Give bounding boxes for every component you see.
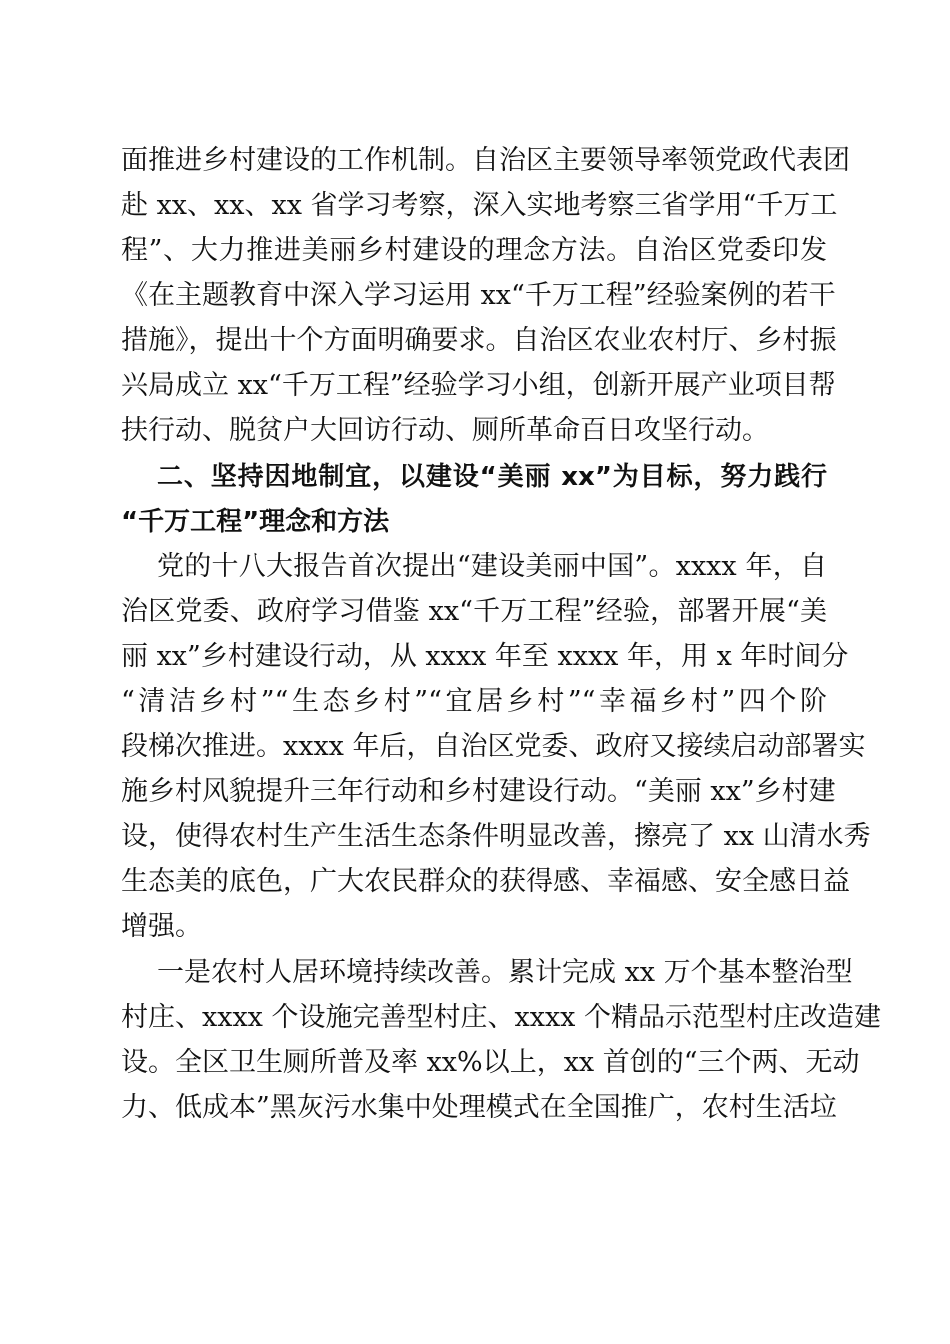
- paragraph-2-line-6: 施乡村风貌提升三年行动和乡村建设行动。“美丽 xx”乡村建: [121, 776, 836, 807]
- paragraph-1-line-7: 扶行动、脱贫户大回访行动、厕所革命百日攻坚行动。: [121, 415, 769, 446]
- paragraph-2-line-3: 丽 xx”乡村建设行动，从 xxxx 年至 xxxx 年，用 x 年时间分: [121, 641, 849, 672]
- paragraph-2-line-4: “清洁乡村”“生态乡村”“宜居乡村”“幸福乡村”四个阶: [121, 686, 827, 717]
- paragraph-1-line-2: 赴 xx、xx、xx 省学习考察，深入实地考察三省学用“千万工: [121, 190, 838, 221]
- paragraph-1-line-4: 《在主题教育中深入学习运用 xx“千万工程”经验案例的若干: [121, 280, 836, 311]
- paragraph-3-line-1: 一是农村人居环境持续改善。累计完成 xx 万个基本整治型: [157, 957, 853, 988]
- paragraph-1-line-5: 措施》，提出十个方面明确要求。自治区农业农村厅、乡村振: [121, 325, 837, 356]
- paragraph-1-line-3: 程”、大力推进美丽乡村建设的理念方法。自治区党委印发: [121, 235, 827, 266]
- paragraph-1-line-6: 兴局成立 xx“千万工程”经验学习小组，创新开展产业项目帮: [121, 370, 836, 401]
- paragraph-3-line-2: 村庄、xxxx 个设施完善型村庄、xxxx 个精品示范型村庄改造建: [121, 1002, 881, 1033]
- paragraph-1-line-1: 面推进乡村建设的工作机制。自治区主要领导率领党政代表团: [121, 145, 850, 176]
- paragraph-2-line-2: 治区党委、政府学习借鉴 xx“千万工程”经验，部署开展“美: [121, 596, 827, 627]
- section-heading-line-1: 二、坚持因地制宜，以建设“美丽 xx”为目标，努力践行: [157, 462, 827, 492]
- paragraph-3-line-3: 设。全区卫生厕所普及率 xx%以上，xx 首创的“三个两、无动: [121, 1047, 860, 1078]
- paragraph-2-line-7: 设，使得农村生产生活生态条件明显改善，擦亮了 xx 山清水秀: [121, 821, 871, 852]
- paragraph-2-line-9: 增强。: [121, 911, 202, 942]
- paragraph-3-line-4: 力、低成本”黑灰污水集中处理模式在全国推广，农村生活垃: [121, 1092, 837, 1123]
- paragraph-2-line-1: 党的十八大报告首次提出“建设美丽中国”。xxxx 年，自: [157, 551, 827, 582]
- paragraph-2-line-5: 段梯次推进。xxxx 年后，自治区党委、政府又接续启动部署实: [121, 731, 866, 762]
- section-heading-line-2: “千万工程”理念和方法: [121, 507, 390, 537]
- paragraph-2-line-8: 生态美的底色，广大农民群众的获得感、幸福感、安全感日益: [121, 866, 850, 897]
